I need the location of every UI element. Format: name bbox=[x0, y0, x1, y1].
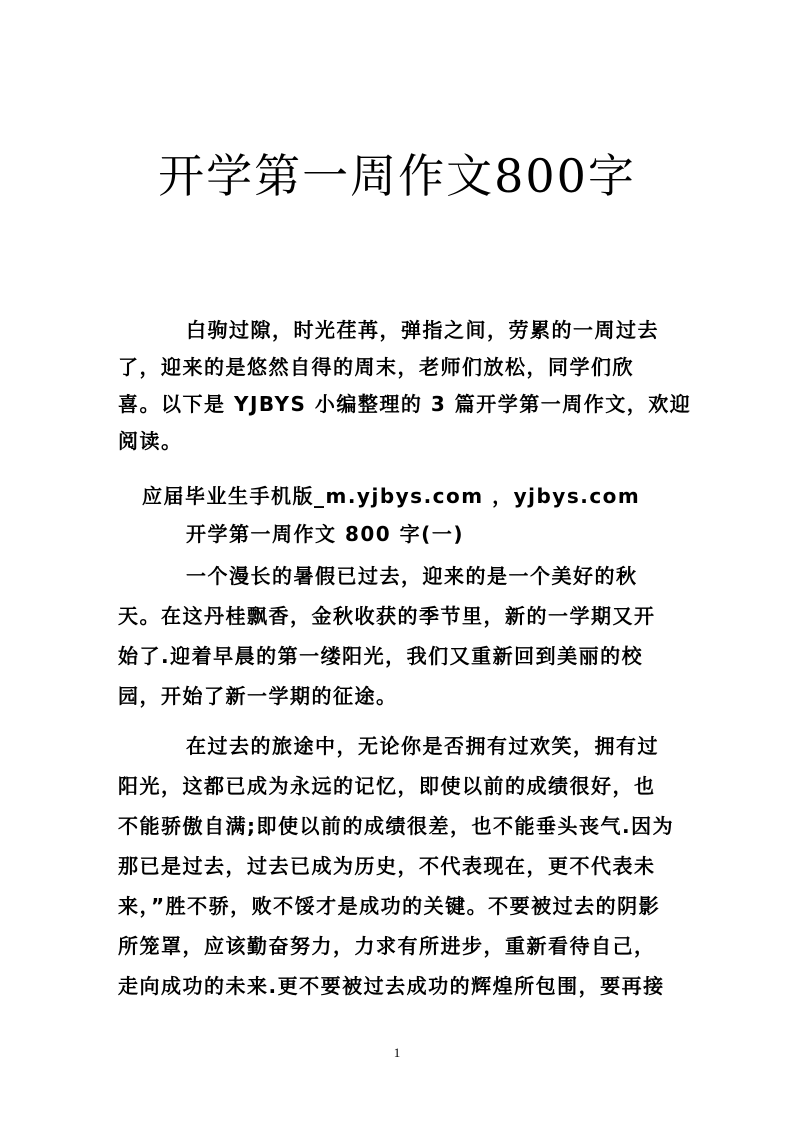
paragraph-line: 一个漫长的暑假已过去，迎来的是一个美好的秋 bbox=[186, 564, 638, 588]
paragraph-line: 不能骄傲自满;即使以前的成绩很差，也不能垂头丧气.因为 bbox=[118, 814, 675, 838]
paragraph-line: 走向成功的未来.更不要被过去成功的辉煌所包围，要再接 bbox=[118, 974, 665, 998]
source-line: 应届毕业生手机版_m.yjbys.com ，yjbys.com bbox=[142, 484, 641, 508]
document-title: 开学第一周作文800字 bbox=[158, 149, 636, 203]
paragraph-line: 始了.迎着早晨的第一缕阳光，我们又重新回到美丽的校 bbox=[118, 644, 644, 668]
paragraph-line: 天。在这丹桂飘香，金秋收获的季节里，新的一学期又开 bbox=[118, 604, 656, 628]
paragraph-line: 白驹过隙，时光荏苒，弹指之间，劳累的一周过去 bbox=[186, 318, 659, 342]
paragraph-line: 了，迎来的是悠然自得的周末，老师们放松，同学们欣 bbox=[118, 355, 634, 379]
paragraph-line: 阳光，这都已成为永远的记忆，即使以前的成绩很好，也 bbox=[118, 774, 656, 798]
section-heading: 开学第一周作文 800 字(一) bbox=[186, 522, 464, 546]
page-number: 1 bbox=[393, 1045, 401, 1060]
paragraph-line: 喜。以下是 YJBYS 小编整理的 3 篇开学第一周作文，欢迎 bbox=[118, 392, 692, 416]
paragraph-line: 阅读。 bbox=[118, 429, 183, 453]
paragraph-line: 来，”胜不骄，败不馁才是成功的关键。不要被过去的阴影 bbox=[118, 894, 661, 918]
paragraph-line: 在过去的旅途中，无论你是否拥有过欢笑，拥有过 bbox=[186, 734, 659, 758]
paragraph-line: 园，开始了新一学期的征途。 bbox=[118, 684, 398, 708]
paragraph-line: 那已是过去，过去已成为历史，不代表现在，更不代表未 bbox=[118, 854, 656, 878]
paragraph-line: 所笼罩，应该勤奋努力，力求有所进步，重新看待自己， bbox=[118, 934, 656, 958]
